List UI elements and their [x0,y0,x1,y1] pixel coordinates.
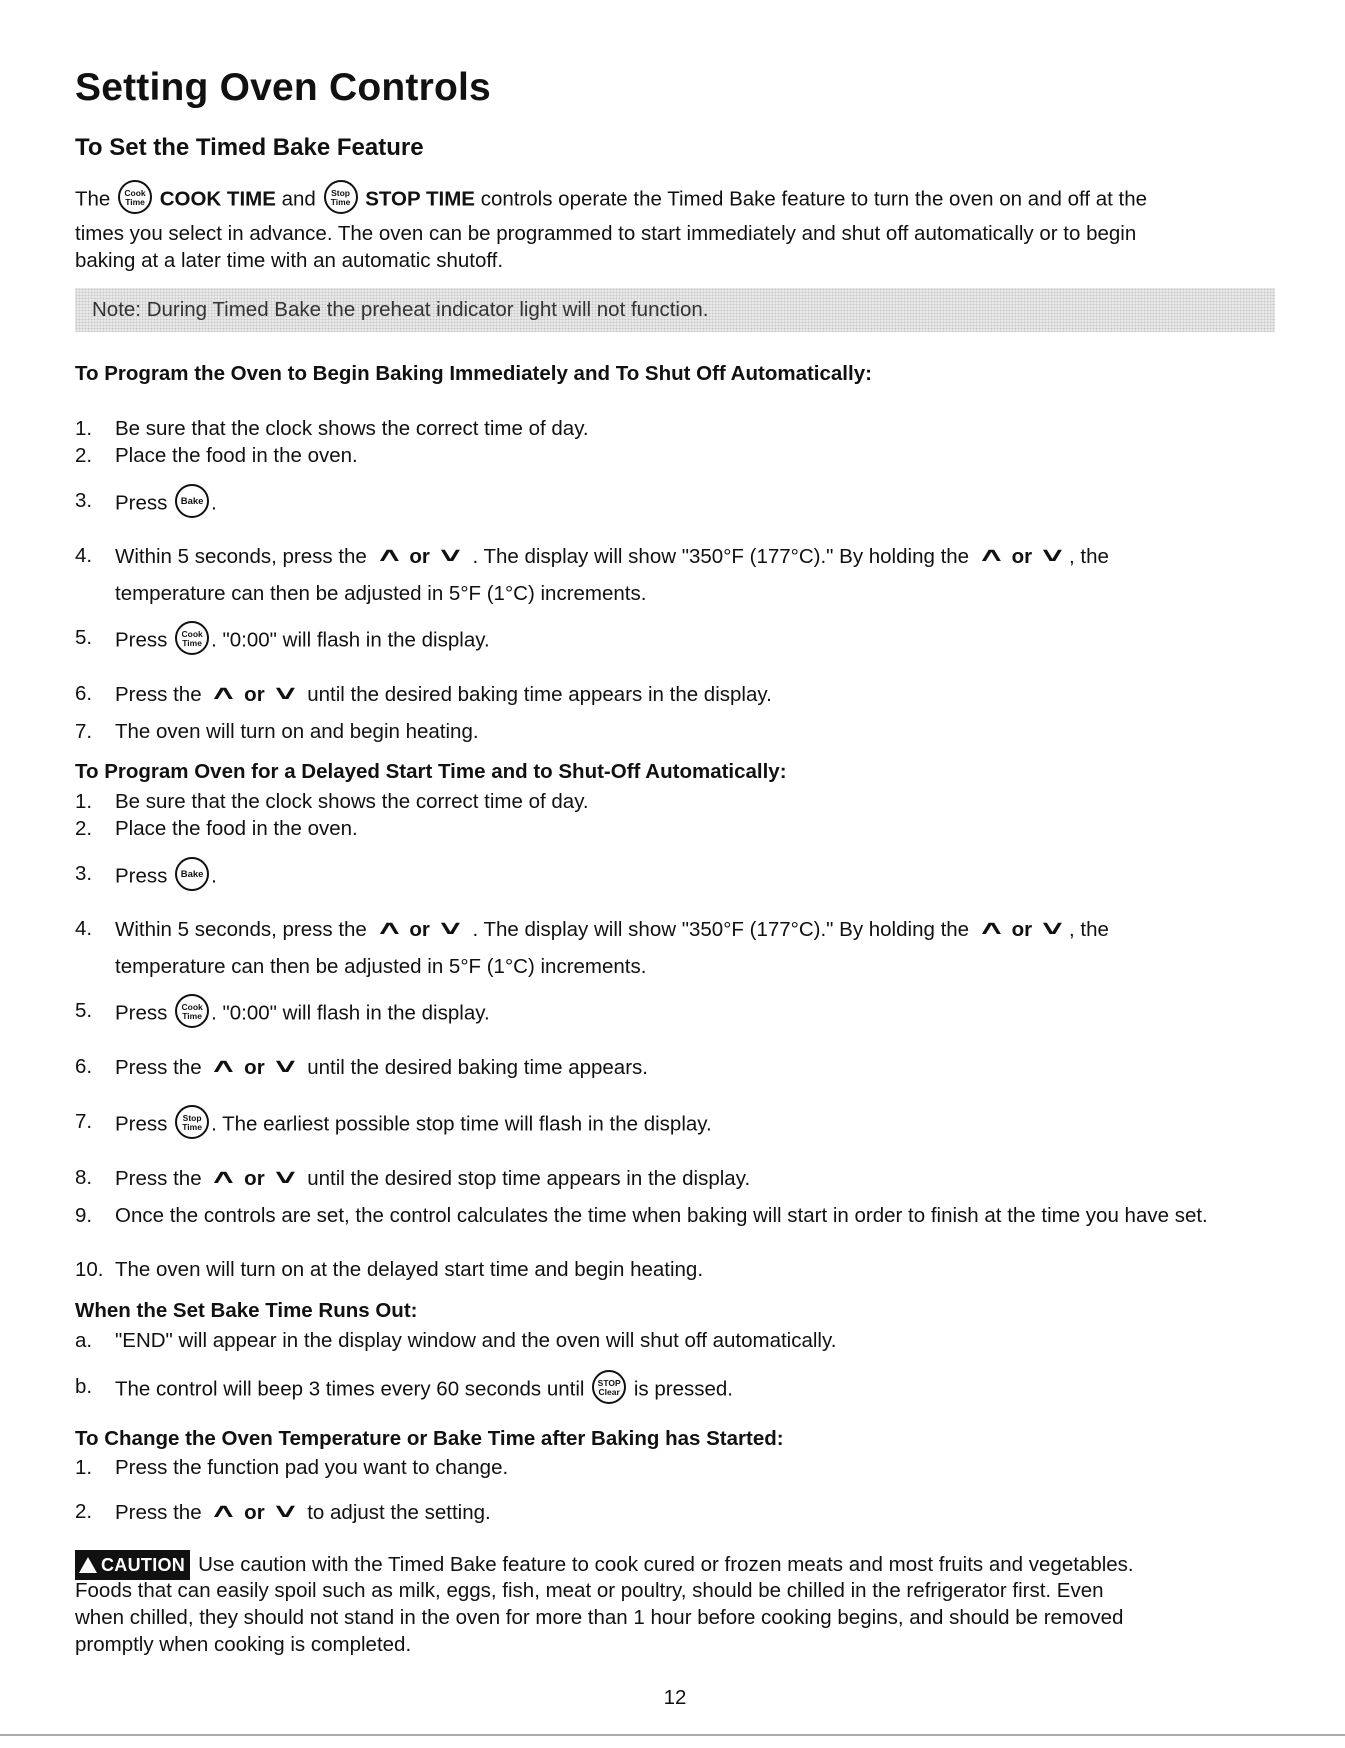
page-number: 12 [663,1686,687,1709]
note-box: Note: During Timed Bake the preheat indicator light will not function. [75,288,1275,332]
section-heading-immediate: To Program the Oven to Begin Baking Immediately and To Shut Off Automatically: [75,362,872,385]
down-arrow-icon: ˅ [440,543,461,568]
up-arrow-icon: ˄ [378,543,400,568]
stop-clear-icon: STOP Clear [592,1370,626,1404]
bake-icon: Bake [175,484,209,518]
down-arrow-icon: ˅ [274,1054,296,1079]
caution-line-1: CAUTION Use caution with the Timed Bake feature to cook cured or frozen meats and most fruits and vegetables. [75,1550,1275,1580]
up-arrow-icon: ˄ [980,543,1002,568]
intro-line-3: baking at a later time with an automatic shutoff. [75,249,504,272]
section-heading-runs-out: When the Set Bake Time Runs Out: [75,1299,418,1322]
caution-badge: CAUTION [75,1550,190,1580]
intro-line-1: The Cook Time COOK TIME and Stop Time STOP TIME controls operate the Timed Bake feature to turn the oven on and off at the [75,183,1275,217]
intro-line-2: times you select in advance. The oven can be programmed to start immediately and shut off automatically or to begin [75,222,1137,245]
section-subtitle: To Set the Timed Bake Feature [75,134,424,161]
up-arrow-icon: ˄ [213,681,235,706]
stop-time-label: STOP TIME [365,187,475,211]
cook-time-label: COOK TIME [159,187,276,211]
down-arrow-icon: ˅ [274,1499,296,1524]
page-title: Setting Oven Controls [75,66,491,109]
down-arrow-icon: ˅ [274,681,296,706]
caution-line-2: Foods that can easily spoil such as milk, eggs, fish, meat or poultry, should be chilled in the refrigerator first. Even [75,1579,1104,1602]
down-arrow-icon: ˅ [440,916,461,941]
section-heading-delayed: To Program Oven for a Delayed Start Time and to Shut-Off Automatically: [75,760,787,783]
bake-icon: Bake [175,857,209,891]
cook-time-icon: Cook Time [175,621,209,655]
warning-icon [79,1557,97,1573]
down-arrow-icon: ˅ [274,1165,296,1190]
up-arrow-icon: ˄ [213,1165,235,1190]
cook-time-icon: Cook Time [118,180,152,214]
up-arrow-icon: ˄ [213,1499,235,1524]
cook-time-icon: Cook Time [175,994,209,1028]
up-arrow-icon: ˄ [213,1054,235,1079]
bottom-rule [0,1734,1345,1736]
down-arrow-icon: ˅ [1042,543,1063,568]
down-arrow-icon: ˅ [1042,916,1063,941]
up-arrow-icon: ˄ [980,916,1002,941]
stop-time-icon: Stop Time [175,1105,209,1139]
caution-line-3: when chilled, they should not stand in the oven for more than 1 hour before cooking begins, and should be removed [75,1606,1124,1629]
section-heading-change: To Change the Oven Temperature or Bake Time after Baking has Started: [75,1427,784,1450]
caution-line-4: promptly when cooking is completed. [75,1633,412,1656]
stop-time-icon: Stop Time [324,180,358,214]
up-arrow-icon: ˄ [378,916,400,941]
